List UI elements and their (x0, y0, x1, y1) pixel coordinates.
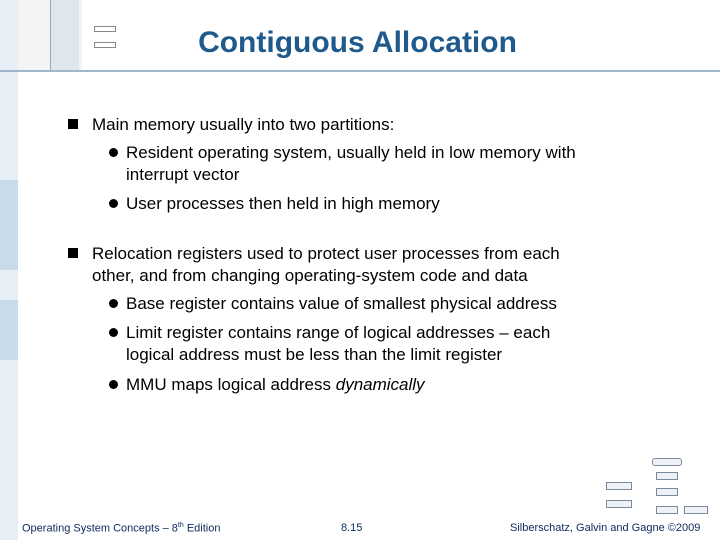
round-bullet-icon (109, 299, 118, 308)
flow-node (656, 472, 678, 480)
bullet-line: interrupt vector (126, 165, 240, 184)
bullet-line: Limit register contains range of logical addresses – each (126, 323, 551, 342)
footer-superscript: th (177, 522, 184, 529)
square-bullet-icon (68, 119, 78, 129)
footer-book-title (22, 522, 220, 535)
sub-bullet-item (126, 374, 646, 396)
round-bullet-icon (109, 328, 118, 337)
bullet-line: logical address must be less than the limit register (126, 345, 503, 364)
decor-stripe (0, 180, 18, 270)
flow-node (684, 506, 708, 514)
bullet-item (92, 114, 612, 136)
flow-node (652, 458, 682, 466)
footer-copyright: Silberschatz, Galvin and Gagne ©2009 (510, 522, 701, 534)
decor-stripe (0, 300, 18, 360)
bullet-text: User processes then held in high memory (126, 194, 440, 213)
title-divider (0, 70, 720, 72)
sub-bullet-item (126, 322, 646, 366)
footer-book-text: Operating System Concepts – 8 (22, 522, 178, 535)
bullet-line: other, and from changing operating-system code and data (92, 266, 528, 285)
register-box (94, 42, 116, 48)
hardware-flow-thumbnail-image (596, 458, 708, 520)
flow-node (606, 482, 632, 490)
register-box (94, 26, 116, 32)
bullet-text: Main memory usually into two partitions: (92, 115, 395, 134)
left-decor-bar (0, 0, 18, 540)
bullet-line: Resident operating system, usually held in low memory with (126, 143, 576, 162)
round-bullet-icon (109, 380, 118, 389)
flow-node (606, 500, 632, 508)
square-bullet-icon (68, 248, 78, 258)
bullet-emphasis: dynamically (335, 375, 425, 394)
sub-bullet-item (126, 193, 646, 215)
slide-title: Contiguous Allocation (198, 26, 517, 59)
bullet-text: Base register contains value of smallest physical address (126, 294, 557, 313)
register-thumbnail-image (84, 18, 124, 58)
round-bullet-icon (109, 148, 118, 157)
bullet-line: Relocation registers used to protect user processes from each (92, 244, 560, 263)
memory-column (50, 0, 79, 70)
footer-book-suffix: Edition (183, 522, 221, 535)
flow-node (656, 506, 678, 514)
flow-node (656, 488, 678, 496)
bullet-text-prefix: MMU maps logical address (126, 375, 336, 394)
sub-bullet-item (126, 293, 646, 315)
page-number: 8.15 (341, 522, 363, 534)
sub-bullet-item (126, 142, 646, 186)
round-bullet-icon (109, 199, 118, 208)
memory-thumbnail-image (18, 0, 82, 70)
bullet-item (92, 243, 612, 287)
